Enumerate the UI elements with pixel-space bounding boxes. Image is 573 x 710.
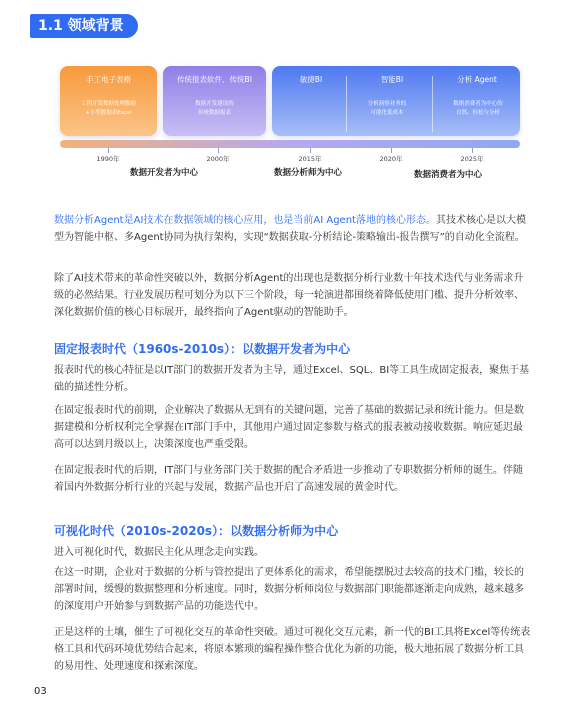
section-heading: 可视化时代（2010s-2020s）：以数据分析师为中心 xyxy=(54,524,339,538)
era-head: 传统报表软件、传统BI xyxy=(177,75,252,84)
role-label: 数据分析师为中心 xyxy=(274,168,343,178)
era-head-agent: 分析 Agent xyxy=(457,75,497,84)
era-box-traditional-bi xyxy=(163,66,266,136)
paragraph: 在固定报表时代的后期，IT部门与业务部门关于数据的配合矛盾进一步推动了专职数据分析师的诞生。伴随着国内外数据分析行业的兴起与发展，数据产品也开启了高速发展的黄金时代。 xyxy=(54,465,524,493)
era-head-smart-bi: 智能BI xyxy=(380,75,404,84)
paragraph: 除了AI技术带来的革命性突破以外，数据分析Agent的出现也是数据分析行业数十年技术迭代与业务需求升级的必然结果。行业发展历程可划分为以下三个阶段，每一轮演进都围绕着降低使用门槛、提升分析效率、深化数据价值的核心目标展开，最终指向了Agent驱动的智能助手。 xyxy=(54,273,524,318)
year-label: 2025年 xyxy=(460,155,484,163)
timeline-axis xyxy=(60,140,520,148)
era-desc: 数据消费者为中心的 自然、轻松与分析 xyxy=(453,101,503,116)
intro-paragraph: 数据分析Agent是AI技术在数据领域的核心应用，也是当前AI Agent落地的核心形态。其技术核心是以大模型为智能中枢、多Agent协同为执行架构，实现“数据获取-分析结论-策略输出-报告撰写”的自动化全流程。 xyxy=(54,215,526,243)
paragraph: 在固定报表时代的前期，企业解决了数据从无到有的关键问题，完善了基础的数据记录和统计能力。但是数据建模和分析权利完全掌握在IT部门手中，其他用户通过固定参数与格式的报表被动接收数据。响应延迟最高可以达到月级以上，决策深度也严重受限。 xyxy=(54,405,524,450)
year-label: 2015年 xyxy=(298,155,322,163)
year-label: 2020年 xyxy=(379,155,403,163)
section-title: 1.1 领域背景 xyxy=(30,14,138,38)
axis-tick xyxy=(391,148,392,153)
axis-tick xyxy=(472,148,473,153)
paragraph: 进入可视化时代，数据民主化从理念走向实践。 xyxy=(54,547,264,558)
axis-tick xyxy=(108,148,109,153)
paragraph: 报表时代的核心特征是以IT部门的数据开发者为主导，通过Excel、SQL、BI等工具生成固定报表，聚焦于基础的描述性分析。 xyxy=(54,365,530,393)
section-heading: 固定报表时代（1960s-2010s）：以数据开发者为中心 xyxy=(54,342,351,356)
year-label: 1990年 xyxy=(96,155,120,163)
role-label: 数据消费者为中心 xyxy=(414,170,483,180)
era-box-modern xyxy=(272,66,520,136)
axis-tick xyxy=(218,148,219,153)
page-number: 03 xyxy=(34,686,47,697)
era-desc: 数据开发建设的 传统数据报表 xyxy=(195,101,234,116)
era-head-agile-bi: 敏捷BI xyxy=(299,75,323,84)
era-box-spreadsheet xyxy=(60,66,157,136)
role-label: 数据开发者为中心 xyxy=(130,168,199,178)
timeline-diagram xyxy=(60,60,520,188)
era-desc: 工程开发数据处理数据 +小型数据表Excel xyxy=(80,101,136,116)
axis-tick xyxy=(310,148,311,153)
year-label: 2000年 xyxy=(206,155,230,163)
era-desc: 分析洞察业务的 可能化低成本 xyxy=(367,101,407,116)
era-head: 手工电子表格 xyxy=(86,75,131,84)
paragraph: 正是这样的土壤，催生了可视化交互的革命性突破。通过可视化交互元素，新一代的BI工具将Excel等传统表格工具和代码环境优势结合起来，将原本繁琐的编程操作整合优化为新的功能，极大地拓展了数据分析工具的易用性、处理速度和探索深度。 xyxy=(54,627,531,672)
highlight-text: 数据分析Agent是AI技术在数据领域的核心应用，也是当前AI Agent落地的核心形态。 xyxy=(54,215,436,226)
paragraph: 在这一时期，企业对于数据的分析与管控提出了更体系化的需求，希望能摆脱过去较高的技术门槛，较长的部署时间，缓慢的数据整理和分析速度。同时，数据分析师岗位与数据部门职能都逐渐走向成熟，越来越多的深度用户开始参与到数据产品的功能迭代中。 xyxy=(54,567,524,612)
